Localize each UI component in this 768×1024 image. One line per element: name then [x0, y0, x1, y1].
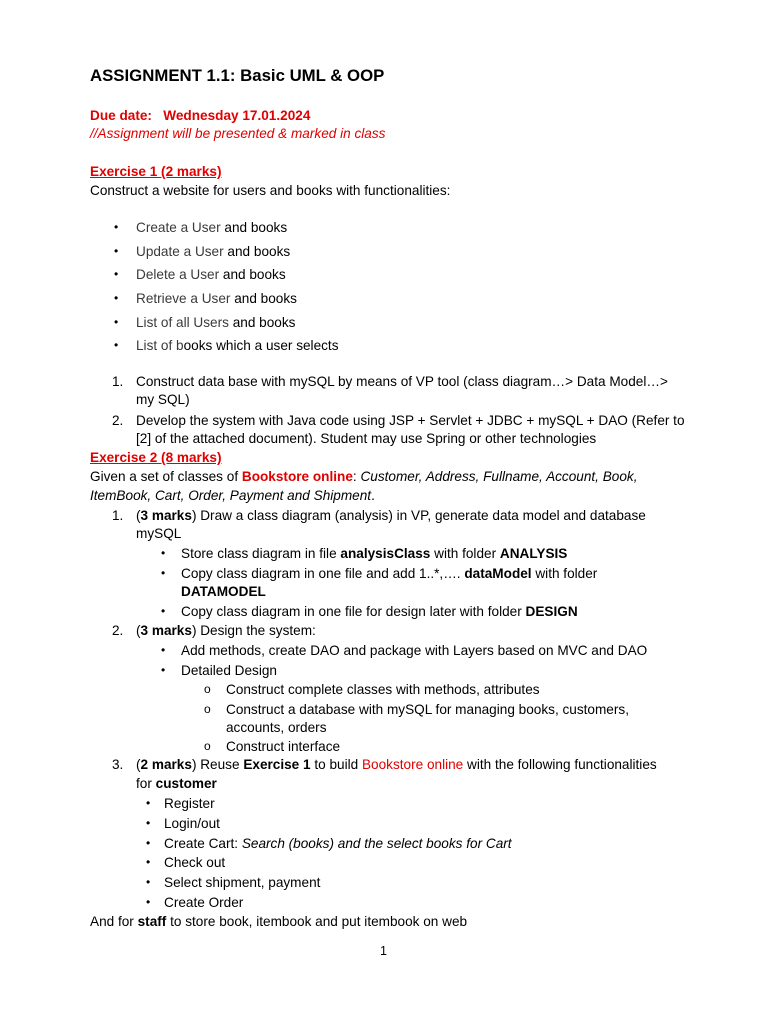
sub-list-item: Construct interface: [226, 739, 341, 754]
item-number: 3.: [112, 757, 124, 772]
due-date-label: Due date:: [90, 108, 152, 123]
step-1-line-2: my SQL): [136, 392, 190, 407]
sub-list-item: Construct complete classes with methods, attributes: [226, 682, 540, 697]
bullet-icon: •: [114, 244, 119, 258]
bullet-icon: •: [161, 643, 166, 657]
list-item: Check out: [164, 855, 226, 870]
bullet-icon: •: [146, 836, 151, 850]
exercise-1-heading: Exercise 1 (2 marks): [90, 164, 222, 179]
sub-list-item-continued: accounts, orders: [226, 720, 327, 735]
list-item: Add methods, create DAO and package with Layers based on MVC and DAO: [181, 643, 648, 658]
sub-list-item: Construct a database with mySQL for managing books, customers,: [226, 702, 629, 717]
due-date-value: Wednesday 17.01.2024: [163, 108, 311, 123]
due-date-line: [90, 107, 310, 124]
step-2-line-1: Develop the system with Java code using JSP + Servlet + JDBC + mySQL + DAO (Refer to: [136, 413, 685, 428]
step-number: 1.: [112, 374, 124, 389]
bullet-icon: •: [146, 796, 151, 810]
exercise-2-heading: Exercise 2 (8 marks): [90, 450, 222, 465]
list-item: Login/out: [164, 816, 220, 831]
list-item: List of books which a user selects: [136, 338, 339, 353]
list-item: Create Order: [164, 895, 244, 910]
assignment-title: ASSIGNMENT 1.1: Basic UML & OOP: [90, 66, 385, 85]
bullet-icon: •: [146, 895, 151, 909]
list-item: Register: [164, 796, 215, 811]
item-number: 2.: [112, 623, 124, 638]
item-1-line-1: (3 marks) Draw a class diagram (analysis) in VP, generate data model and database: [136, 508, 646, 523]
staff-line: And for staff to store book, itembook and put itembook on web: [90, 914, 468, 929]
list-item: Store class diagram in file analysisClass with folder ANALYSIS: [181, 546, 568, 561]
bullet-icon: •: [161, 546, 166, 560]
list-item: Select shipment, payment: [164, 875, 321, 890]
step-2-line-2: [2] of the attached document). Student may use Spring or other technologies: [136, 431, 597, 446]
list-item: Delete a User and books: [136, 267, 286, 282]
circle-bullet-icon: o: [204, 739, 211, 753]
bullet-icon: •: [114, 267, 119, 281]
bullet-icon: •: [161, 604, 166, 618]
list-item: Copy class diagram in one file for design later with folder DESIGN: [181, 604, 578, 619]
list-item: Copy class diagram in one file and add 1..*,…. dataModel with folder: [181, 566, 598, 581]
item-3-line-1: (2 marks) Reuse Exercise 1 to build Bookstore online with the following functionalities: [136, 757, 657, 772]
list-item: Create Cart: Search (books) and the select books for Cart: [164, 836, 512, 851]
bullet-icon: •: [114, 220, 119, 234]
list-item: Update a User and books: [136, 244, 291, 259]
list-item-continued: DATAMODEL: [181, 584, 266, 599]
item-1-line-2: mySQL: [136, 526, 182, 541]
item-2-line-1: (3 marks) Design the system:: [136, 623, 316, 638]
page-number: 1: [380, 944, 387, 958]
exercise-2-given-line-1: Given a set of classes of Bookstore online: Customer, Address, Fullname, Account, Book,: [90, 469, 638, 484]
list-item: Retrieve a User and books: [136, 291, 297, 306]
bullet-icon: •: [146, 855, 151, 869]
exercise-1-intro: Construct a website for users and books with functionalities:: [90, 183, 451, 198]
circle-bullet-icon: o: [204, 682, 211, 696]
bullet-icon: •: [161, 663, 166, 677]
step-1-line-1: Construct data base with mySQL by means of VP tool (class diagram…> Data Model…>: [136, 374, 668, 389]
item-3-line-2: for customer: [136, 776, 217, 791]
item-number: 1.: [112, 508, 124, 523]
bullet-icon: •: [114, 338, 119, 352]
due-note: //Assignment will be presented & marked in class: [90, 126, 386, 141]
bullet-icon: •: [114, 315, 119, 329]
bullet-icon: •: [161, 566, 166, 580]
step-number: 2.: [112, 413, 124, 428]
exercise-2-given-line-2: ItemBook, Cart, Order, Payment and Shipment.: [90, 488, 375, 503]
list-item: Detailed Design: [181, 663, 277, 678]
list-item: Create a User and books: [136, 220, 288, 235]
bullet-icon: •: [114, 291, 119, 305]
bullet-icon: •: [146, 875, 151, 889]
list-item: List of all Users and books: [136, 315, 296, 330]
circle-bullet-icon: o: [204, 702, 211, 716]
bullet-icon: •: [146, 816, 151, 830]
